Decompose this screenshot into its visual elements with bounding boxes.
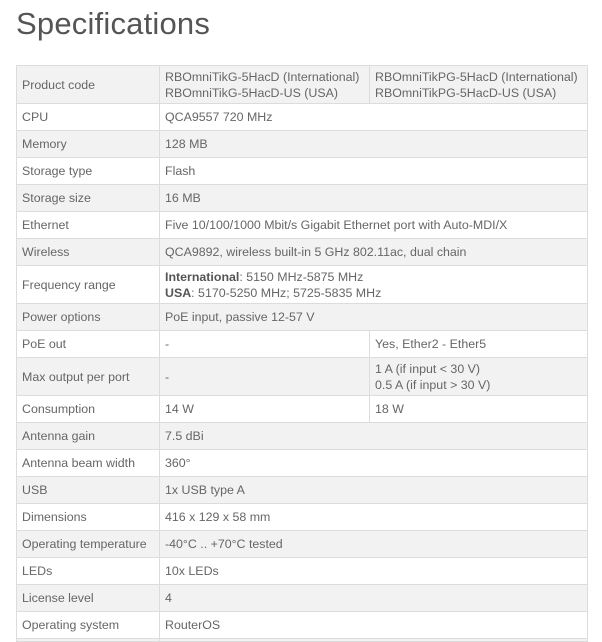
spec-value: QCA9557 720 MHz bbox=[160, 104, 588, 131]
spec-value: QCA9892, wireless built-in 5 GHz 802.11ac, dual chain bbox=[160, 239, 588, 266]
spec-value bbox=[160, 266, 588, 304]
spec-value: Flash bbox=[160, 158, 588, 185]
spec-row-product-code bbox=[17, 66, 588, 104]
spec-label: Max output per port bbox=[17, 358, 160, 396]
spec-value: 10x LEDs bbox=[160, 558, 588, 585]
spec-row-cut-off bbox=[17, 639, 588, 642]
spec-value: 4 bbox=[160, 585, 588, 612]
spec-value: 128 MB bbox=[160, 131, 588, 158]
spec-value: Five 10/100/1000 Mbit/s Gigabit Ethernet port with Auto-MDI/X bbox=[160, 212, 588, 239]
spec-row-storage-size bbox=[17, 185, 588, 212]
frequency-usa: USA: 5170-5250 MHz; 5725-5835 MHz bbox=[165, 285, 382, 300]
spec-value: 7.5 dBi bbox=[160, 423, 588, 450]
spec-row-wireless bbox=[17, 239, 588, 266]
spec-value bbox=[370, 358, 588, 396]
spec-label: Memory bbox=[17, 131, 160, 158]
spec-row-dimensions bbox=[17, 504, 588, 531]
spec-row-ethernet bbox=[17, 212, 588, 239]
spec-row-antenna-beam-width bbox=[17, 450, 588, 477]
spec-label: Power options bbox=[17, 304, 160, 331]
spec-value bbox=[370, 66, 588, 104]
spec-label: Product code bbox=[17, 66, 160, 104]
spec-value: 1x USB type A bbox=[160, 477, 588, 504]
spec-value: - bbox=[160, 331, 370, 358]
spec-label: License level bbox=[17, 585, 160, 612]
spec-label: CPU bbox=[17, 104, 160, 131]
spec-label: Ethernet bbox=[17, 212, 160, 239]
spec-row-consumption bbox=[17, 396, 588, 423]
spec-row-license-level bbox=[17, 585, 588, 612]
spec-label: Antenna gain bbox=[17, 423, 160, 450]
spec-label: Operating temperature bbox=[17, 531, 160, 558]
spec-value: 416 x 129 x 58 mm bbox=[160, 504, 588, 531]
spec-row-antenna-gain bbox=[17, 423, 588, 450]
specifications-table bbox=[16, 65, 588, 642]
spec-label: Operating system bbox=[17, 612, 160, 639]
product-code-us: RBOmniTikG-5HacD-US (USA) bbox=[165, 85, 339, 100]
spec-row-operating-system bbox=[17, 612, 588, 639]
spec-value: RouterOS bbox=[160, 612, 588, 639]
spec-row-usb bbox=[17, 477, 588, 504]
spec-row-storage-type bbox=[17, 158, 588, 185]
spec-value: PoE input, passive 12-57 V bbox=[160, 304, 588, 331]
spec-label: Storage size bbox=[17, 185, 160, 212]
spec-value: - bbox=[160, 358, 370, 396]
product-code-us: RBOmniTikPG-5HacD-US (USA) bbox=[375, 85, 557, 100]
max-output-high-input: 0.5 A (if input > 30 V) bbox=[375, 377, 491, 392]
spec-value: 16 MB bbox=[160, 185, 588, 212]
spec-value: 18 W bbox=[370, 396, 588, 423]
spec-row-leds bbox=[17, 558, 588, 585]
spec-row-power-options bbox=[17, 304, 588, 331]
frequency-international: International: 5150 MHz-5875 MHz bbox=[165, 269, 364, 284]
spec-label: Dimensions bbox=[17, 504, 160, 531]
spec-row-frequency-range bbox=[17, 266, 588, 304]
spec-label: Consumption bbox=[17, 396, 160, 423]
spec-row-poe-out bbox=[17, 331, 588, 358]
spec-label: Frequency range bbox=[17, 266, 160, 304]
spec-value: -40°C .. +70°C tested bbox=[160, 531, 588, 558]
spec-label: PoE out bbox=[17, 331, 160, 358]
max-output-low-input: 1 A (if input < 30 V) bbox=[375, 361, 481, 376]
page-title: Specifications bbox=[16, 6, 211, 41]
spec-value: 360° bbox=[160, 450, 588, 477]
product-code-intl: RBOmniTikG-5HacD (International) bbox=[165, 69, 360, 84]
spec-label: Storage type bbox=[17, 158, 160, 185]
spec-row-cpu bbox=[17, 104, 588, 131]
spec-value: Yes, Ether2 - Ether5 bbox=[370, 331, 588, 358]
spec-value: 14 W bbox=[160, 396, 370, 423]
spec-value bbox=[160, 66, 370, 104]
product-code-intl: RBOmniTikPG-5HacD (International) bbox=[375, 69, 578, 84]
spec-row-max-output-per-port bbox=[17, 358, 588, 396]
spec-label: LEDs bbox=[17, 558, 160, 585]
spec-label: Wireless bbox=[17, 239, 160, 266]
spec-row-operating-temperature bbox=[17, 531, 588, 558]
spec-label: Antenna beam width bbox=[17, 450, 160, 477]
spec-label: USB bbox=[17, 477, 160, 504]
spec-row-memory bbox=[17, 131, 588, 158]
